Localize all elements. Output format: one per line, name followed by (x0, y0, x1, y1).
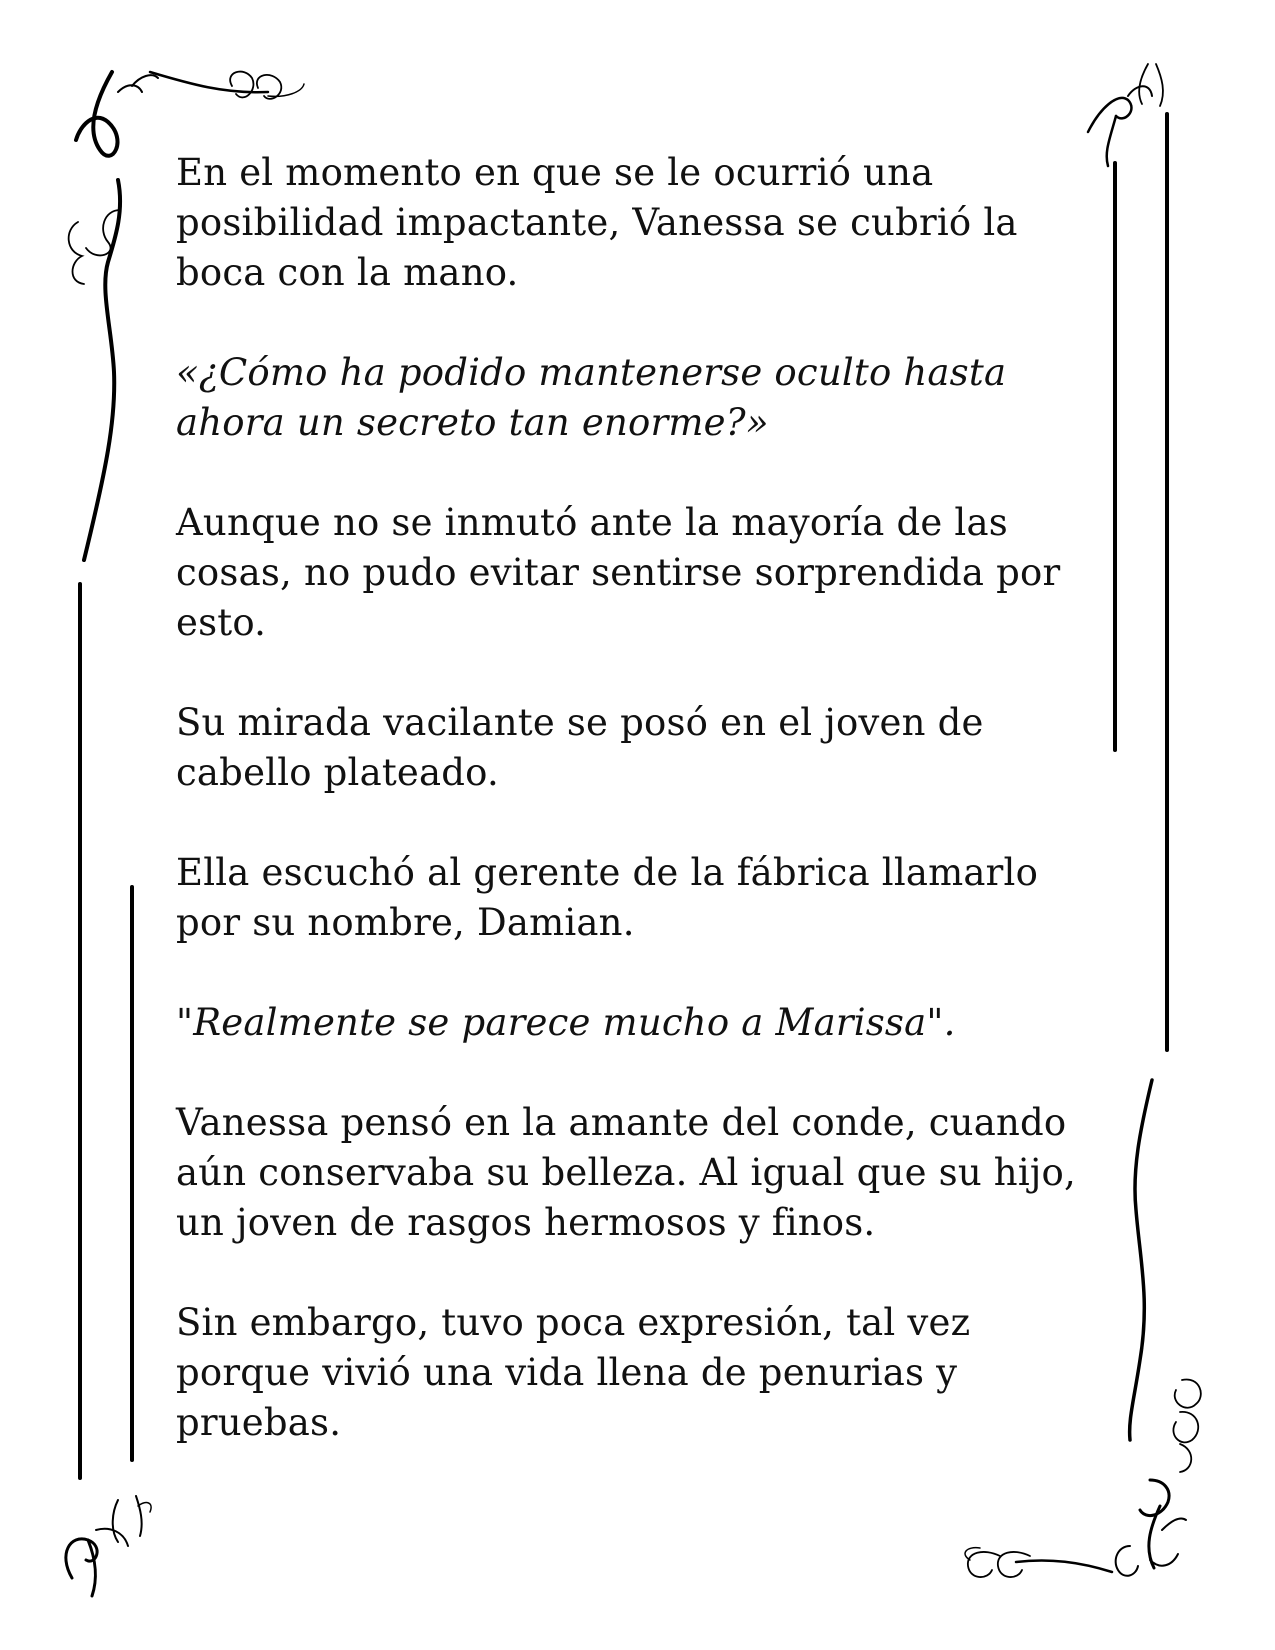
paragraph-2-thought: «¿Cómo ha podido mantenerse oculto hasta ahora un secreto tan enorme?» (176, 351, 1007, 444)
story-text (176, 148, 1096, 1498)
paragraph-3: Aunque no se inmutó ante la mayoría de las cosas, no pudo evitar sentirse sorprendida por esto. (176, 501, 1061, 644)
paragraph-8: Sin embargo, tuvo poca expresión, tal vez porque vivió una vida llena de penurias y pruebas. (176, 1301, 971, 1444)
paragraph-7: Vanessa pensó en la amante del conde, cuando aún conservaba su belleza. Al igual que su hijo, un joven de rasgos hermosos y finos. (176, 1101, 1076, 1244)
paragraph-1: En el momento en que se le ocurrió una posibilidad impactante, Vanessa se cubrió la boca con la mano. (176, 151, 1018, 294)
paragraph-4: Su mirada vacilante se posó en el joven de cabello plateado. (176, 701, 984, 794)
paragraph-5: Ella escuchó al gerente de la fábrica llamarlo por su nombre, Damian. (176, 851, 1039, 944)
flourish-top-right-icon (1088, 64, 1163, 166)
paragraph-6-thought: "Realmente se parece mucho a Marissa". (176, 1001, 956, 1044)
flourish-bottom-left-icon (66, 1496, 151, 1596)
